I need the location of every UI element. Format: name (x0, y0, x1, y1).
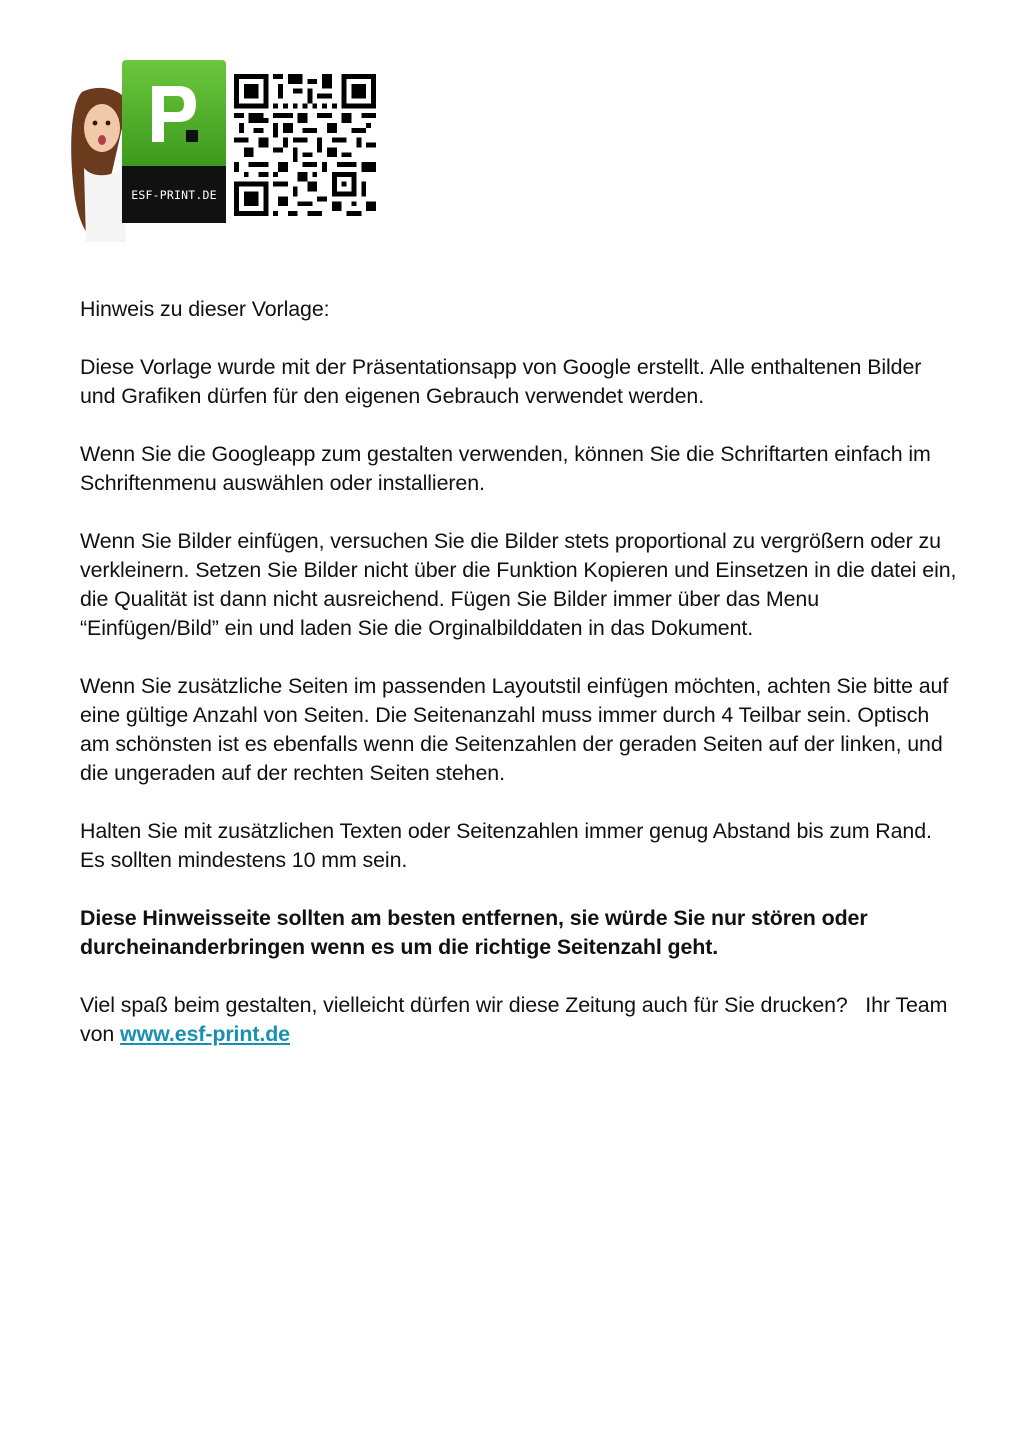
closing-text: Viel spaß beim gestalten, vielleicht dürfen wir diese Zeitung auch für Sie drucken? Ihr Team von (80, 993, 954, 1046)
closing-paragraph (80, 991, 960, 1049)
qr-code-icon (234, 74, 376, 216)
logo-green-panel (122, 60, 226, 166)
qr-code-graphic (234, 74, 376, 216)
logo-brand-text: ESF-PRINT.DE (122, 166, 226, 223)
p-letter-icon (148, 82, 200, 146)
esf-print-link[interactable]: www.esf-print.de (120, 1022, 290, 1046)
bold-note: Diese Hinweisseite sollten am besten entfernen, sie würde Sie nur stören oder durcheinanderbringen wenn es um die richtige Seitenzahl geht. (80, 906, 868, 959)
document-body (80, 295, 960, 1078)
header-logo-block (68, 58, 388, 248)
paragraph-pages: Wenn Sie zusätzliche Seiten im passenden Layoutstil einfügen möchten, achten Sie bitte auf eine gültige Anzahl von Seiten. Die Seitenanzahl muss immer durch 4 Teilbar sein. Optisch am schönsten ist es ebenfalls wenn die Seitenzahlen der geraden Seiten auf der linken, und die ungeraden auf der rechten Seiten stehen. (80, 674, 949, 785)
paragraph-images: Wenn Sie Bilder einfügen, versuchen Sie die Bilder stets proportional zu vergrößern oder zu verkleinern. Setzen Sie Bilder nicht über die Funktion Kopieren und Einsetzen in die datei ein, die Qualität ist dann nicht ausreichend. Fügen Sie Bilder immer über das Menu “Einfügen/Bild” ein und laden Sie die Orginalbilddaten in das Dokument. (80, 529, 957, 640)
paragraph-margins: Halten Sie mit zusätzlichen Texten oder Seitenzahlen immer genug Abstand bis zum Rand. Es sollten mindestens 10 mm sein. (80, 819, 932, 872)
paragraph-google-app: Diese Vorlage wurde mit der Präsentationsapp von Google erstellt. Alle enthaltenen Bilder und Grafiken dürfen für den eigenen Gebrauch verwendet werden. (80, 355, 922, 408)
esf-print-logo (122, 60, 226, 223)
document-title: Hinweis zu dieser Vorlage: (80, 297, 330, 321)
paragraph-fonts: Wenn Sie die Googleapp zum gestalten verwenden, können Sie die Schriftarten einfach im Schriftenmenu auswählen oder installieren. (80, 442, 931, 495)
